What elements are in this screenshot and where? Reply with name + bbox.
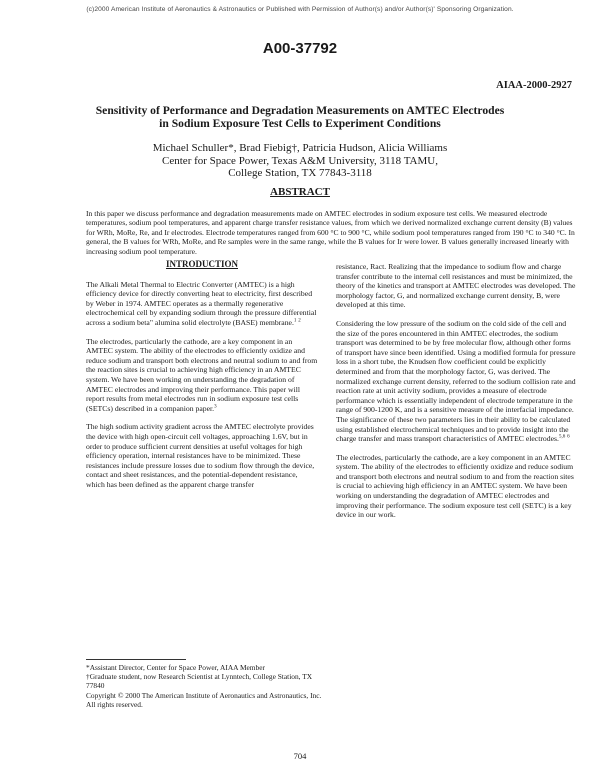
intro-paragraph-4: resistance, Ract. Realizing that the impedance to sodium flow and charge transfer contribute to the internal cell resistances and must be minimized, the theory of the kinetics and transport at AMTEC electrodes was developed. The morphology factor, G, and normalized exchange current density, B, were developed at this time. xyxy=(336,262,576,310)
intro-paragraph-3: The high sodium activity gradient across the AMTEC electrolyte provides the device with high open-circuit cell voltages, approaching 1.6V, but in order to produce sufficient current densities at useful voltages for high efficiency operation, internal resistances have to be minimized. These resistances include pressure losses due to sodium flow through the device, contact and sheet resistances, and the potential-dependent resistance, which has been defined as the apparent charge transfer xyxy=(86,422,315,489)
author-names: Michael Schuller*, Brad Fiebig†, Patricia Hudson, Alicia Williams xyxy=(152,142,448,154)
introduction-heading: INTRODUCTION xyxy=(165,259,238,269)
footnote-divider xyxy=(86,659,186,660)
page-number: 704 xyxy=(293,751,307,761)
paper-title xyxy=(40,104,560,130)
title-line-1: Sensitivity of Performance and Degradation Measurements on AMTEC Electrodes xyxy=(95,104,505,117)
footnote-1: *Assistant Director, Center for Space Power, AIAA Member xyxy=(86,663,265,672)
right-column xyxy=(336,262,576,529)
footnotes xyxy=(86,663,322,709)
aiaa-paper-number: AIAA-2000-2927 xyxy=(496,80,572,91)
citation-ref: 6 xyxy=(567,434,570,440)
citation-ref: 5,6 xyxy=(558,434,566,440)
abstract-text: In this paper we discuss performance and degradation measurements made on AMTEC electrodes in sodium exposure test cells. We measured electrode temperatures, sodium pool temperatures, and apparent charge transfer resistance values, from which we derived normalized exchange current density (B) values for WRh, MoRe, Re, and Ir electrodes. Electrode temperatures ranged from 600 °C to 900 °C, while sodium pool temperatures ranged from 190 °C to 340 °C. In general, the B values for WRh, MoRe, and Re samples were in the same range, while the B values for Ir were lower. B values generally increased linearly with increasing sodium pool temperature. xyxy=(86,209,575,256)
author-block xyxy=(0,142,600,180)
copyright-footnote: Copyright © 2000 The American Institute of Aeronautics and Astronautics, Inc. All rights reserved. xyxy=(86,690,322,709)
footnote-2: †Graduate student, now Research Scientist at Lynntech, College Station, TX 77840 xyxy=(86,672,313,691)
intro-paragraph-5: Considering the low pressure of the sodium on the cold side of the cell and the size of the pores encountered in thin AMTEC electrodes, the sodium transport was determined to be by free molecular flow, although other forms of transport have since been identified. Using a modified formula for pressure loss in a short tube, the Knudsen flow coefficient could be explicitly determined and from that the morphology factor, G, was derived. The normalized exchange current density, referred to the sodium collision rate and reaction rate at unit activity sodium, provides a measure of electrode performance which is essentially independent of electrode temperature in the range of 900-1200 K, and is a sensitive measure of the interfacial impedance. The significance of these two parameters lies in their ability to be calculated using established electrochemical techniques and to provide insight into the charge transfer and mass transport characteristics of AMTEC electrodes.$^{5,6}$ $^6$ xyxy=(336,318,576,444)
citation-ref: 1 xyxy=(293,318,297,324)
copyright-notice: (c)2000 American Institute of Aeronautics & Astronautics or Published with Permission of Author(s) and/or Author(s)' Sponsoring Organization. xyxy=(86,6,514,13)
abstract-heading: ABSTRACT xyxy=(270,186,330,198)
citation-ref: 2 xyxy=(298,318,301,324)
title-line-2: in Sodium Exposure Test Cells to Experiment Conditions xyxy=(159,117,441,130)
affiliation-line-2: College Station, TX 77843-3118 xyxy=(228,167,372,179)
affiliation-line-1: Center for Space Power, Texas A&M University, 3118 TAMU, xyxy=(162,154,438,167)
document-number: A00-37792 xyxy=(262,40,338,57)
citation-ref: 3 xyxy=(214,404,217,410)
left-column xyxy=(86,260,318,498)
intro-paragraph-2: The electrodes, particularly the cathode, are a key component in an AMTEC system. The ability of the electrodes to efficiently oxidize and reduce sodium and transport both electrons and neutral sodium to and from the reaction sites is crucial to achieving high efficiency in an AMTEC system. We have been working on understanding the degradation of AMTEC electrodes and improving their performance. This paper will report results from metal electrodes run in sodium exposure test cells (SETCs) described in a companion paper.$^3$ xyxy=(86,336,318,413)
intro-paragraph-1: The Alkali Metal Thermal to Electric Converter (AMTEC) is a high efficiency device for directly converting heat to electricity, first described by Weber in 1974. AMTEC operates as a thermally regenerative electrochemical cell by expanding sodium through the pressure differential across a sodium beta" alumina solid electrolyte (BASE) membrane.$^1$ $^2$ xyxy=(86,279,317,327)
intro-paragraph-6: The electrodes, particularly the cathode, are a key component in an AMTEC system. The ability of the electrodes to efficiently oxidize and reduce sodium and transport both electrons and neutral sodium to and from the reaction sites is crucial to achieving high efficiency in an AMTEC system. We have been working on understanding the degradation of AMTEC electrodes and improving their performance. The sodium exposure test cell (SETC) is a key device in our work. xyxy=(336,452,574,520)
